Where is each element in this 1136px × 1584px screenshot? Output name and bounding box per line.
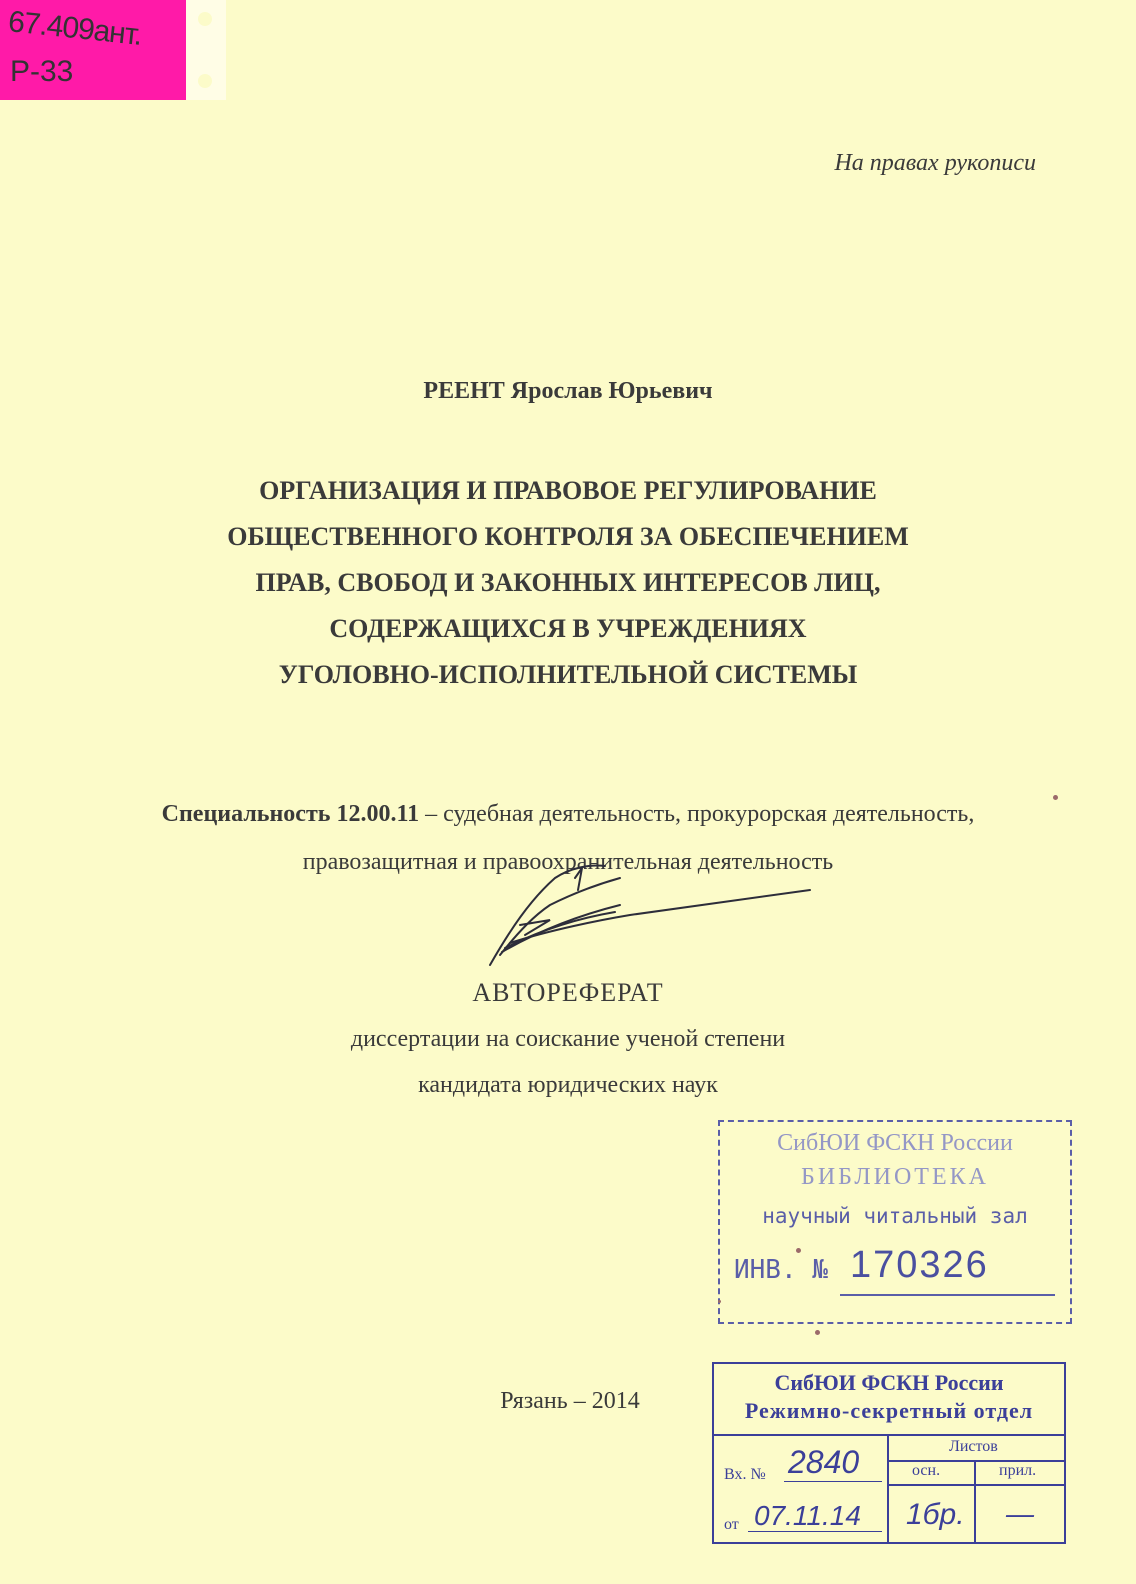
title-line: ОБЩЕСТВЕННОГО КОНТРОЛЯ ЗА ОБЕСПЕЧЕНИЕМ (227, 522, 909, 551)
specialty-text: – судебная деятельность, прокурорская деятельность, (419, 801, 975, 827)
appendix-sheets-label: прил. (999, 1462, 1037, 1479)
library-stamp-room: научный читальный зал (762, 1204, 1028, 1228)
title-line: ПРАВ, СВОБОД И ЗАКОННЫХ ИНТЕРЕСОВ ЛИЦ, (255, 568, 881, 597)
appendix-sheets-count: — (1006, 1498, 1034, 1529)
rights-notice: На правах рукописи (834, 150, 1036, 176)
incoming-underline (784, 1481, 882, 1482)
punch-hole (198, 12, 212, 26)
scan-speck (815, 1330, 820, 1335)
title-line: УГОЛОВНО-ИСПОЛНИТЕЛЬНОЙ СИСТЕМЫ (278, 660, 858, 689)
abstract-block (0, 970, 1136, 1108)
scan-speck (796, 1248, 801, 1253)
inventory-number: 170326 (850, 1244, 989, 1286)
library-stamp-org: СибЮИ ФСКН России (777, 1130, 1013, 1156)
dissertation-title (0, 468, 1136, 698)
scan-speck (718, 1300, 721, 1303)
date-label: от (724, 1516, 739, 1533)
abstract-heading: АВТОРЕФЕРАТ (472, 978, 664, 1007)
signature-image (480, 860, 840, 970)
library-stamp (718, 1120, 1072, 1324)
main-sheets-count: 1бр. (906, 1498, 965, 1531)
specialty-line-1 (0, 790, 1136, 838)
date-underline (748, 1531, 882, 1532)
library-call-number-label (0, 0, 186, 100)
scan-speck (1053, 795, 1058, 800)
secret-department-stamp (712, 1362, 1066, 1544)
main-sheets-label: осн. (912, 1462, 941, 1479)
call-number-line-1: 67.409ант. (6, 5, 144, 52)
abstract-line-1: диссертации на соискание ученой степени (350, 1026, 786, 1052)
city-year: Рязань – 2014 (500, 1388, 640, 1414)
incoming-number: 2840 (788, 1444, 860, 1480)
punch-hole (198, 74, 212, 88)
grid-line (887, 1484, 1064, 1486)
inventory-underline (840, 1294, 1055, 1296)
specialty-label: Специальность 12.00.11 (161, 801, 420, 827)
grid-line (974, 1460, 976, 1542)
sheets-label: Листов (949, 1438, 998, 1455)
abstract-line-2: кандидата юридических наук (418, 1072, 718, 1098)
grid-line (887, 1436, 889, 1542)
label-edge (186, 0, 226, 100)
specialty-line-2: правозащитная и правоохранительная деятельность (302, 849, 834, 875)
registration-grid (714, 1434, 1064, 1544)
incoming-label: Вх. № (724, 1466, 766, 1483)
secret-stamp-dept: Режимно-секретный отдел (744, 1398, 1034, 1423)
title-line: ОРГАНИЗАЦИЯ И ПРАВОВОЕ РЕГУЛИРОВАНИЕ (259, 476, 877, 505)
author-name: РЕЕНТ Ярослав Юрьевич (423, 378, 713, 404)
secret-stamp-org: СибЮИ ФСКН России (774, 1370, 1004, 1395)
call-number-line-2: Р-33 (10, 55, 74, 88)
title-line: СОДЕРЖАЩИХСЯ В УЧРЕЖДЕНИЯХ (329, 614, 807, 643)
library-stamp-title: БИБЛИОТЕКА (801, 1164, 989, 1190)
inventory-label: ИНВ. № (734, 1255, 828, 1285)
registration-date: 07.11.14 (754, 1500, 861, 1531)
